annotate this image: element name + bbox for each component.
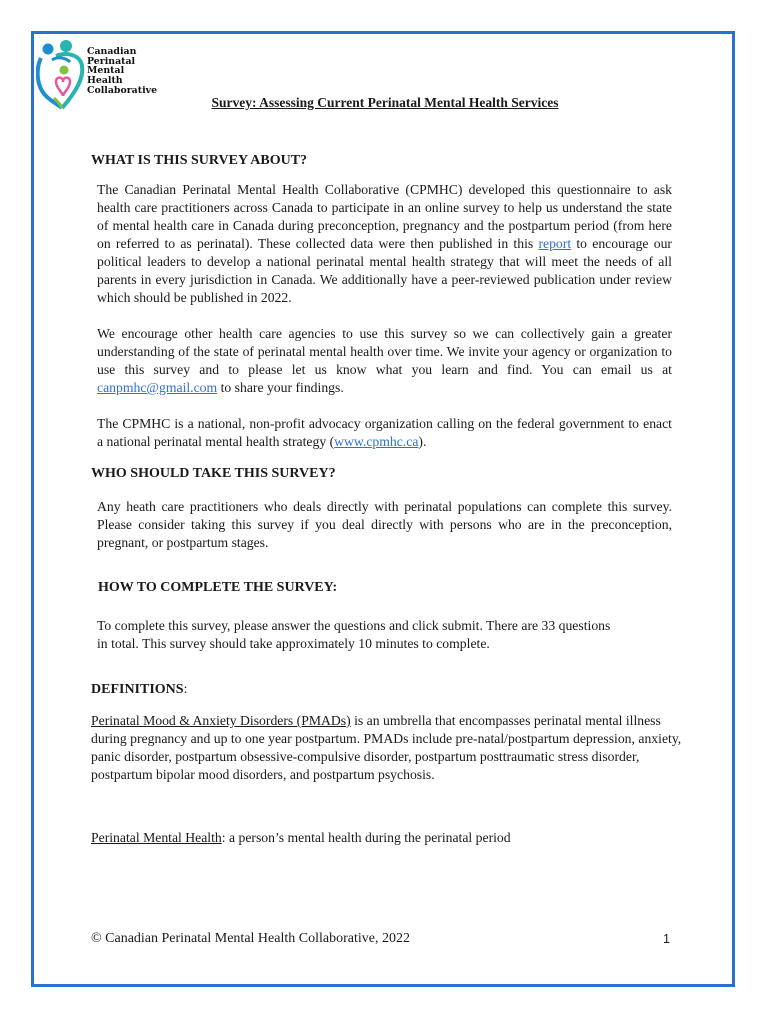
report-link[interactable]: report [538, 236, 572, 251]
about-paragraph-2 [97, 325, 672, 397]
about-text: to encourage our political leaders to develop a national perinatal mental health strategy that will meet the needs of all parents in every jurisdiction in Canada. We additionally have a peer-reviewed publication under review which should be published in 2022. [97, 236, 672, 305]
pmad-term: Perinatal Mood & Anxiety Disorders (PMADs) [91, 713, 351, 728]
about-text: The CPMHC is a national, non-profit advocacy organization calling on the federal government to enact a national perinatal mental health strategy ( [97, 416, 672, 449]
about-text: The Canadian Perinatal Mental Health Collaborative (CPMHC) developed this questionnaire to ask health care practitioners across Canada to participate in an online survey to help us understand the state of mental health care in Canada during preconception, pregnancy and the postpartum period (from here on referred to as perinatal). These collected data were then published in this [97, 182, 672, 251]
definitions-colon: : [183, 682, 188, 697]
about-text: to share your findings. [217, 380, 344, 395]
who-paragraph: Any heath care practitioners who deals directly with perinatal populations can complete this survey. Please consider taking this survey if you deal directly with persons who are in the preconception, pregnant, or postpartum stages. [97, 499, 672, 550]
logo-line: Health [87, 75, 123, 87]
footer-copyright: © Canadian Perinatal Mental Health Collaborative, 2022 [91, 931, 410, 946]
how-paragraph [97, 617, 672, 653]
heading-who: WHO SHOULD TAKE THIS SURVEY? [91, 466, 336, 481]
document-title: Survey: Assessing Current Perinatal Mental Health Services [211, 95, 559, 110]
how-line: To complete this survey, please answer the questions and click submit. There are 33 questions [97, 618, 611, 633]
how-line: in total. This survey should take approximately 10 minutes to complete. [97, 636, 490, 651]
logo-line: Collaborative [87, 84, 158, 96]
logo-line: Canadian [87, 46, 137, 57]
definitions-label: DEFINITIONS [91, 682, 184, 697]
email-link[interactable]: canpmhc@gmail.com [97, 380, 218, 395]
pmh-definition [91, 829, 691, 847]
logo-wordmark [87, 47, 157, 96]
heading-how: HOW TO COMPLETE THE SURVEY: [98, 580, 338, 595]
logo-line: Mental [87, 65, 125, 77]
about-paragraph-1 [97, 181, 672, 307]
about-paragraph-3 [97, 415, 672, 451]
pmad-definition [91, 712, 691, 784]
page-number: 1 [663, 932, 670, 946]
logo-line: Perinatal [87, 55, 136, 67]
pmh-term: Perinatal Mental Health [91, 830, 222, 845]
about-text: We encourage other health care agencies to use this survey so we can collectively gain a greater understanding of the state of perinatal mental health over time. We invite your agency or organization to use this survey and to please let us know what you learn and find. You can email us at [97, 326, 672, 377]
pmh-text: : a person’s mental health during the perinatal period [221, 830, 511, 845]
about-text: ). [418, 434, 427, 449]
heading-definitions [91, 682, 187, 698]
website-link[interactable]: www.cpmhc.ca [334, 434, 419, 449]
heading-about: WHAT IS THIS SURVEY ABOUT? [91, 153, 308, 168]
pmad-text: is an umbrella that encompasses perinatal mental illness during pregnancy and up to one year postpartum. PMADs include pre-natal/postpartum depression, anxiety, panic disorder, postpartum obsessive-compulsive disorder, postpartum posttraumatic stress disorder, postpartum bipolar mood disorders, and postpartum psychosis. [91, 713, 682, 782]
